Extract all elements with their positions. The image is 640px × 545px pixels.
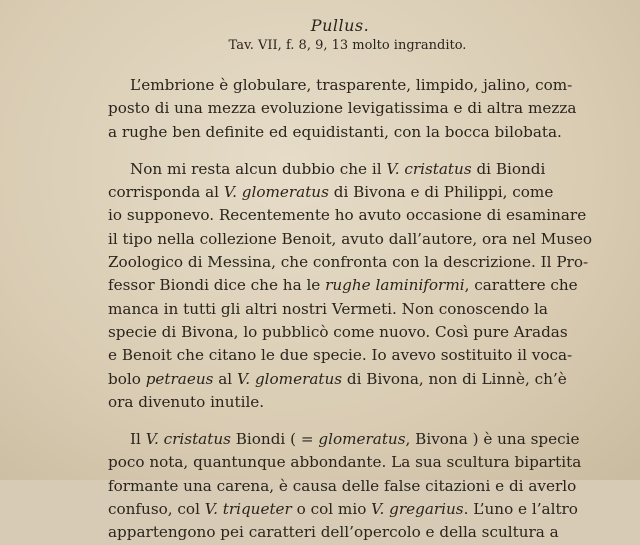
text-run: Biondi ( =	[230, 430, 319, 449]
text-line	[108, 251, 589, 274]
italic-term: glomeratus	[318, 430, 406, 449]
paragraph-gap	[108, 414, 536, 428]
text-run: e Benoit che citano le due specie. Io avevo sostituito il voca-	[108, 346, 573, 365]
text-run: ora divenuto inutile.	[108, 392, 265, 411]
text-line	[108, 274, 578, 297]
text-line	[108, 97, 577, 120]
text-line	[108, 521, 559, 544]
text-line	[108, 498, 578, 521]
text-run: Non mi resta alcun dubbio che il	[130, 159, 387, 178]
italic-term: V. cristatus	[145, 430, 231, 449]
text-line	[108, 181, 554, 204]
text-run: , carattere che	[464, 276, 578, 295]
text-line	[108, 368, 567, 391]
text-run: fessor Biondi dice che ha le	[108, 276, 326, 295]
text-run: il tipo nella collezione Benoit, avuto dall’autore, ora nel Museo	[108, 229, 592, 248]
text-run: , Bivona ) è una specie	[405, 430, 580, 449]
text-run: o col mio	[291, 500, 372, 519]
text-line	[108, 391, 536, 414]
paragraph	[108, 428, 582, 544]
italic-term: V. gregarius	[371, 500, 464, 519]
text-run: confuso, col	[108, 500, 205, 519]
text-run: di Bivona e di Philippi, come	[328, 183, 554, 202]
text-run: di Biondi	[471, 159, 546, 178]
text-run: posto di una mezza evoluzione levigatissima e di altra mezza	[108, 99, 577, 118]
text-run: bolo	[108, 369, 146, 388]
italic-term: rughe laminiformi	[325, 276, 465, 295]
paragraph-gap	[108, 144, 536, 158]
text-run: formante una carena, è causa delle false citazioni e di averlo	[108, 476, 577, 495]
text-run: corrisponda al	[108, 183, 224, 202]
text-line	[108, 158, 546, 181]
text-run: manca in tutti gli altri nostri Vermeti. Non conoscendo la	[108, 299, 548, 318]
plate-reference: Tav. VII, f. 8, 9, 13 molto ingrandito.	[228, 38, 467, 53]
text-line	[108, 74, 573, 97]
text-run: a rughe ben definite ed equidistanti, con la bocca bilobata.	[108, 122, 562, 141]
page-body	[108, 74, 592, 545]
text-line	[108, 121, 562, 144]
text-run: al	[213, 369, 237, 388]
text-line	[108, 321, 568, 344]
text-run: poco nota, quantunque abbondante. La sua scultura bipartita	[108, 453, 582, 472]
text-run: specie di Bivona, lo pubblicò come nuovo. Così pure Aradas	[108, 322, 568, 341]
section-heading: Pullus.	[310, 16, 370, 35]
italic-term: V. cristatus	[386, 159, 472, 178]
italic-term: petraeus	[145, 369, 214, 388]
text-run: Il	[130, 430, 146, 449]
italic-term: V. glomeratus	[223, 183, 329, 202]
paragraph	[108, 158, 592, 414]
italic-term: V. glomeratus	[236, 369, 343, 388]
italic-term: V. triqueter	[204, 500, 292, 519]
text-run: . L’uno e l’altro	[463, 500, 578, 519]
text-line	[108, 228, 592, 251]
text-line	[108, 428, 580, 451]
text-run: L’embrione è globulare, trasparente, limpido, jalino, com-	[130, 76, 573, 94]
text-run: Zoologico di Messina, che confronta con la descrizione. Il Pro-	[108, 253, 589, 272]
text-run: di Bivona, non di Linnè, ch’è	[342, 369, 567, 388]
text-line	[108, 451, 582, 474]
paragraph	[108, 74, 577, 144]
text-run: io supponevo. Recentemente ho avuto occasione di esaminare	[108, 206, 587, 225]
text-line	[108, 298, 548, 321]
text-line	[108, 475, 577, 498]
text-line	[108, 344, 573, 367]
text-run: appartengono pei caratteri dell’opercolo e della scultura a	[108, 523, 559, 542]
text-line	[108, 204, 587, 227]
